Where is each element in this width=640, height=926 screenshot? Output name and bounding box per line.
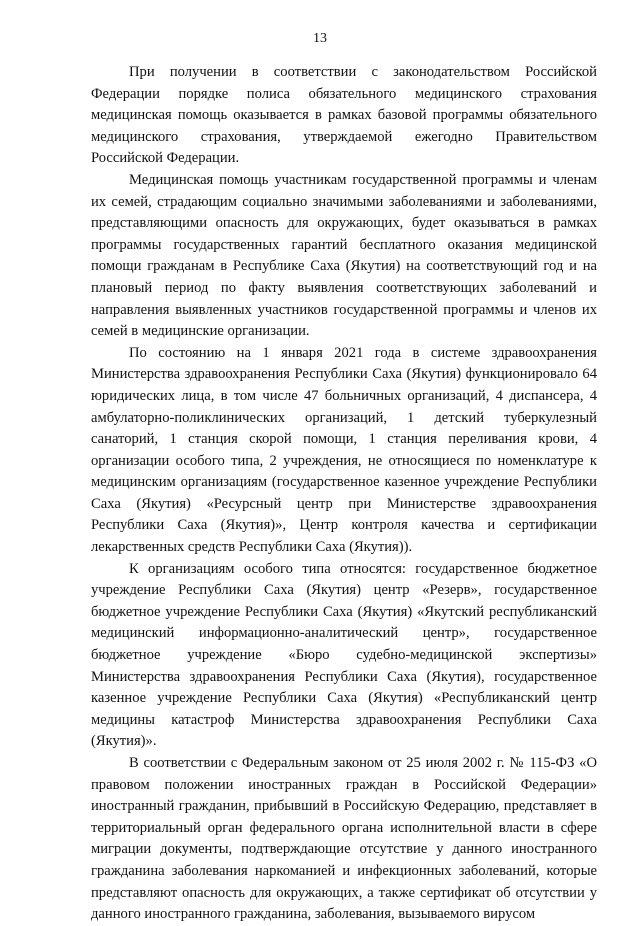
paragraph-healthcare-system-status: По состоянию на 1 января 2021 года в системе здравоохранения Министерства здравоохранения Республики Саха (Якутия) функционировало 64 юридических лица, в том числе 47 больничных организаций, 4 диспансера, 4 амбулаторно-поликлинических организаций, 1 детский туберкулезный санаторий, 1 станция скорой помощи, 1 станция переливания крови, 4 организации особого типа, 2 учреждения, не относящиеся по номенклатуре к медицинским организациям (государственное казенное учреждение Республики Саха (Якутия) «Ресурсный центр при Министерстве здравоохранения Республики Саха (Якутия)», Центр контроля качества и сертификации лекарственных средств Республики Саха (Якутия)).	[91, 344, 597, 556]
paragraph-oms-policy: При получении в соответствии с законодательством Российской Федерации порядке полиса обязательного медицинского страхования медицинская помощь оказывается в рамках базовой программы обязательного медицинского страхования, утверждаемой ежегодно Правительством Российской Федерации.	[91, 64, 597, 167]
paragraph-foreign-citizens-law: В соответствии с Федеральным законом от 25 июля 2002 г. № 115-ФЗ «О правовом положении иностранных граждан в Российской Федерации» иностранный гражданин, прибывший в Российскую Федерацию, представляет в территориальный орган федерального органа исполнительной власти в сфере миграции документы, подтверждающие отсутствие у данного иностранного гражданина заболевания наркоманией и инфекционных заболеваний, которые представляют опасность для окружающих, а также сертификат об отсутствии у данного иностранного гражданина, заболевания, вызываемого вирусом	[91, 755, 597, 923]
document-body	[91, 62, 597, 926]
paragraph-special-type-organizations: К организациям особого типа относятся: государственное бюджетное учреждение Республики Саха (Якутия) центр «Резерв», государственное бюджетное учреждение Республики Саха (Якутия) «Якутский республиканский медицинский информационно-аналитический центр», государственное бюджетное учреждение «Бюро судебно-медицинской экспертизы» Министерства здравоохранения Республики Саха (Якутия), государственное казенное учреждение Республики Саха (Якутия) «Республиканский центр медицины катастроф Министерства здравоохранения Республики Саха (Якутия)».	[91, 560, 597, 750]
paragraph-medical-care-participants: Медицинская помощь участникам государственной программы и членам их семей, страдающим социально значимыми заболеваниями и заболеваниями, представляющими опасность для окружающих, будет оказываться в рамках программы государственных гарантий бесплатного оказания медицинской помощи гражданам в Республике Саха (Якутия) на соответствующий год и на плановый период по факту выявления соответствующих заболеваний и направления выявленных участников государственной программы и членов их семей в медицинские организации.	[91, 171, 597, 340]
page-number: 13	[313, 31, 327, 46]
